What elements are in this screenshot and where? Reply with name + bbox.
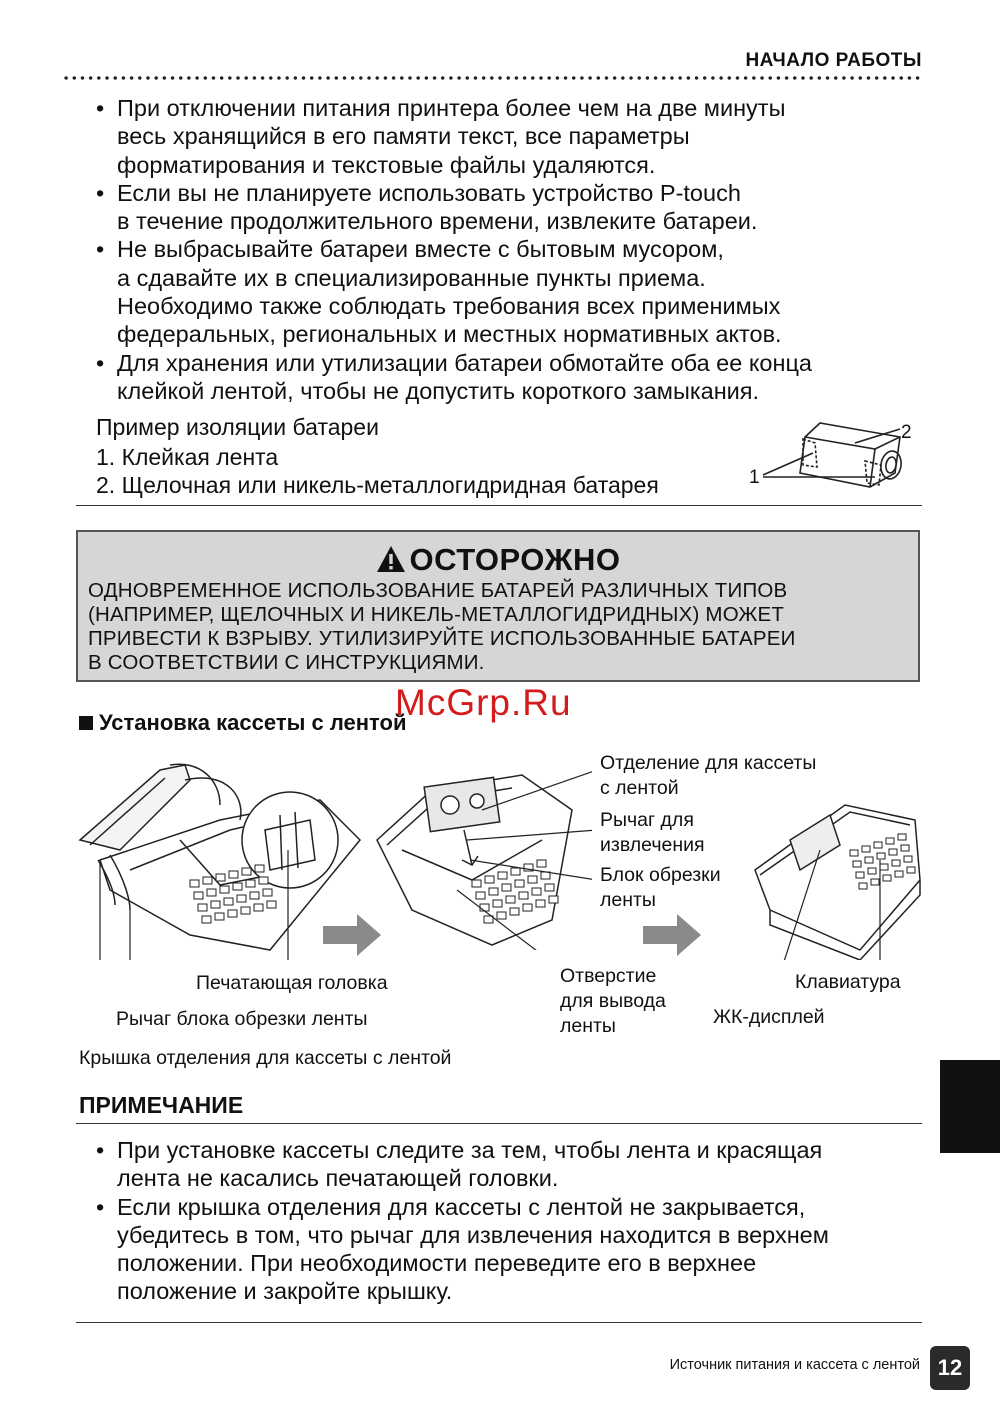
note-rule-bottom (76, 1322, 922, 1323)
bullet-line: Для хранения или утилизации батареи обмотайте оба ее конца (117, 349, 812, 376)
step-arrow-icon (643, 914, 703, 956)
bullet-line: положении. При необходимости переведите его в верхнее (117, 1250, 757, 1277)
note-title: ПРИМЕЧАНИЕ (79, 1092, 244, 1118)
label-line: извлечения (600, 834, 705, 856)
bullet-line: убедитесь в том, что рычаг для извлечения находится в верхнем (117, 1221, 829, 1248)
battery-example-item-2: 2. Щелочная или никель-металлогидридная батарея (96, 472, 659, 498)
bullet-line: Необходимо также соблюдать требования всех применимых (117, 293, 781, 320)
bullet-marker: • (96, 349, 105, 376)
page-number: 12 (930, 1346, 970, 1390)
label-line: ленты (600, 889, 656, 911)
label-release-lever (600, 808, 705, 858)
bullet-marker: • (96, 1193, 105, 1220)
bullet-marker: • (96, 179, 105, 206)
bullet-item (96, 349, 926, 406)
caution-text (88, 579, 914, 675)
section-title (79, 710, 407, 736)
caution-line: ОДНОВРЕМЕННОЕ ИСПОЛЬЗОВАНИЕ БАТАРЕЙ РАЗЛИЧНЫХ ТИПОВ (88, 579, 788, 602)
label-tape-exit-slot (560, 964, 666, 1039)
label-lcd: ЖК-дисплей (713, 1006, 825, 1028)
label-print-head: Печатающая головка (196, 972, 388, 994)
label-keyboard: Клавиатура (795, 971, 901, 993)
bullet-line: При отключении питания принтера более чем на две минуты (117, 95, 786, 121)
label-cutter-unit (600, 863, 721, 913)
bullet-item (96, 94, 926, 179)
dotted-divider (62, 73, 924, 83)
bullet-marker: • (96, 236, 105, 263)
label-cassette-cover: Крышка отделения для кассеты с лентой (79, 1047, 452, 1069)
printer-closed-illustration (750, 800, 925, 960)
bullet-line: Если крышка отделения для кассеты с лентой не закрывается, (117, 1193, 806, 1220)
label-line: Блок обрезки (600, 864, 721, 886)
callout-2: 2 (901, 422, 912, 443)
bullet-line: а сдавайте их в специализированные пункты приема. (117, 264, 706, 291)
battery-bullet-list (96, 94, 926, 405)
bullet-line: лента не касались печатающей головки. (117, 1165, 559, 1192)
battery-illustration (745, 415, 920, 495)
label-cutter-lever: Рычаг блока обрезки ленты (116, 1008, 368, 1030)
bullet-line: форматирования и текстовые файлы удаляются. (117, 151, 656, 178)
bullet-line: При установке кассеты следите за тем, чтобы лента и красящая (117, 1137, 823, 1163)
note-bullet-item (96, 1193, 926, 1306)
footer-text: Источник питания и кассета с лентой (669, 1357, 920, 1373)
bullet-line: положение и закройте крышку. (117, 1278, 453, 1305)
note-rule-top (76, 1123, 922, 1124)
note-bullet-list (96, 1136, 926, 1306)
callout-1: 1 (749, 467, 760, 488)
section-rule (76, 505, 922, 506)
watermark: McGrp.Ru (395, 682, 572, 723)
bullet-line: клейкой лентой, чтобы не допустить короткого замыкания. (117, 377, 760, 404)
bullet-line: в течение продолжительного времени, извлеките батареи. (117, 208, 758, 235)
section-header: НАЧАЛО РАБОТЫ (745, 50, 922, 71)
label-cassette-compartment (600, 751, 816, 801)
bullet-item (96, 179, 926, 236)
bullet-line: федеральных, региональных и местных нормативных актов. (117, 321, 782, 348)
battery-example-title: Пример изоляции батареи (96, 414, 379, 440)
bullet-item (96, 235, 926, 348)
bullet-line: Не выбрасывайте батареи вместе с бытовым мусором, (117, 236, 724, 263)
chapter-tab (940, 1060, 1000, 1153)
label-line: с лентой (600, 777, 679, 799)
bullet-line: весь хранящийся в его памяти текст, все параметры (117, 123, 690, 150)
label-line: Рычаг для (600, 809, 694, 831)
caution-box (76, 530, 920, 682)
square-bullet-icon (79, 716, 93, 730)
warning-icon (376, 545, 406, 573)
label-line: для вывода (560, 990, 666, 1012)
caution-line: В СООТВЕТСТВИИ С ИНСТРУКЦИЯМИ. (88, 651, 485, 674)
caution-title: ОСТОРОЖНО (409, 542, 621, 577)
label-line: ленты (560, 1015, 616, 1037)
battery-example-item-1: 1. Клейкая лента (96, 444, 279, 470)
caution-heading (78, 542, 918, 578)
caution-line: (НАПРИМЕР, ЩЕЛОЧНЫХ И НИКЕЛЬ-МЕТАЛЛОГИДРИДНЫХ) МОЖЕТ (88, 603, 785, 626)
note-bullet-item (96, 1136, 926, 1193)
bullet-line: Если вы не планируете использовать устройство P-touch (117, 179, 741, 206)
label-line: Отверстие (560, 965, 657, 987)
section-title-text: Установка кассеты с лентой (99, 710, 407, 735)
caution-line: ПРИВЕСТИ К ВЗРЫВУ. УТИЛИЗИРУЙТЕ ИСПОЛЬЗОВАННЫЕ БАТАРЕИ (88, 627, 796, 650)
label-line: Отделение для кассеты (600, 752, 817, 774)
bullet-marker: • (96, 95, 105, 121)
bullet-marker: • (96, 1137, 105, 1163)
printer-cassette-illustration (372, 770, 592, 950)
